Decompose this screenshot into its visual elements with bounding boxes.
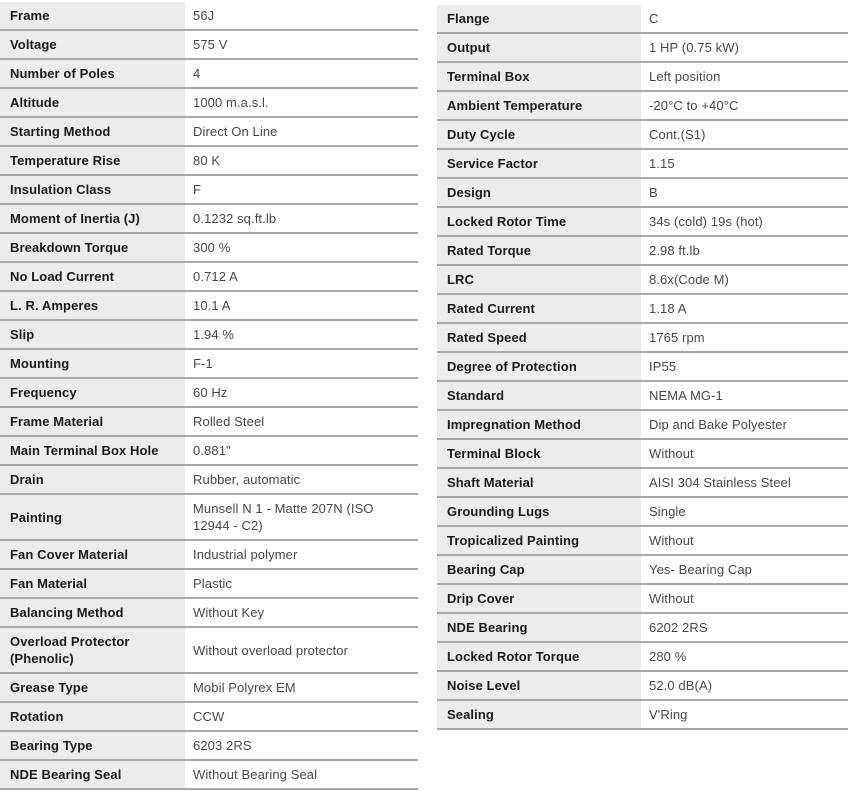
- spec-row: [437, 353, 848, 382]
- spec-value: NEMA MG-1: [649, 388, 723, 403]
- spec-value: 60 Hz: [193, 385, 228, 400]
- spec-row: [437, 411, 848, 440]
- spec-value: 80 K: [193, 153, 221, 168]
- spec-row: [437, 585, 848, 614]
- spec-label: Fan Cover Material: [0, 541, 185, 568]
- spec-value: AISI 304 Stainless Steel: [649, 475, 791, 490]
- spec-label: Rotation: [0, 703, 185, 730]
- spec-row: [437, 179, 848, 208]
- spec-label: Rated Speed: [437, 324, 641, 351]
- spec-value: Without: [649, 446, 694, 461]
- spec-row: [0, 408, 418, 437]
- spec-row: [437, 643, 848, 672]
- spec-value: Left position: [649, 69, 721, 84]
- spec-value: Munsell N 1 - Matte 207N (ISO 12944 - C2): [193, 501, 374, 533]
- spec-value: 1.18 A: [649, 301, 687, 316]
- spec-value: 1000 m.a.s.l.: [193, 95, 269, 110]
- spec-row: [437, 121, 848, 150]
- spec-value: 10.1 A: [193, 298, 231, 313]
- spec-row: [0, 89, 418, 118]
- spec-value: 34s (cold) 19s (hot): [649, 214, 763, 229]
- spec-label: Main Terminal Box Hole: [0, 437, 185, 464]
- spec-row: [437, 5, 848, 34]
- spec-label: Temperature Rise: [0, 147, 185, 174]
- spec-label: Tropicalized Painting: [437, 527, 641, 554]
- spec-value: Yes- Bearing Cap: [649, 562, 753, 577]
- spec-label: Drip Cover: [437, 585, 641, 612]
- spec-value: 280 %: [649, 649, 687, 664]
- spec-value: 52.0 dB(A): [649, 678, 713, 693]
- spec-row: [437, 614, 848, 643]
- spec-label: Noise Level: [437, 672, 641, 699]
- spec-row: [0, 599, 418, 628]
- spec-row: [0, 118, 418, 147]
- spec-label: Standard: [437, 382, 641, 409]
- spec-table-left: [0, 2, 418, 790]
- spec-value: 6203 2RS: [193, 738, 252, 753]
- spec-row: [0, 628, 418, 674]
- spec-value: Without overload protector: [193, 642, 349, 658]
- spec-label: Slip: [0, 321, 185, 348]
- spec-label: Frequency: [0, 379, 185, 406]
- spec-row: [0, 732, 418, 761]
- spec-row: [0, 234, 418, 263]
- spec-row: [437, 469, 848, 498]
- spec-value: Without: [649, 533, 694, 548]
- spec-label: Grease Type: [0, 674, 185, 701]
- spec-label: LRC: [437, 266, 641, 293]
- spec-row: [437, 92, 848, 121]
- spec-value: 6202 2RS: [649, 620, 708, 635]
- spec-label: Rated Current: [437, 295, 641, 322]
- spec-value: Plastic: [193, 576, 232, 591]
- spec-value: 0.1232 sq.ft.lb: [193, 211, 277, 226]
- spec-table-right: [437, 5, 848, 730]
- spec-value: -20°C to +40°C: [649, 98, 739, 113]
- spec-value: F-1: [193, 356, 213, 371]
- spec-label: Output: [437, 34, 641, 61]
- spec-row: [0, 703, 418, 732]
- spec-row: [0, 292, 418, 321]
- spec-label: Degree of Protection: [437, 353, 641, 380]
- spec-label: Sealing: [437, 701, 641, 728]
- spec-label: Terminal Block: [437, 440, 641, 467]
- spec-value: 1765 rpm: [649, 330, 705, 345]
- spec-label: Impregnation Method: [437, 411, 641, 438]
- spec-row: [0, 379, 418, 408]
- spec-value: Direct On Line: [193, 124, 278, 139]
- spec-label: Insulation Class: [0, 176, 185, 203]
- spec-value: Dip and Bake Polyester: [649, 417, 788, 432]
- spec-label: Fan Material: [0, 570, 185, 597]
- spec-row: [437, 150, 848, 179]
- spec-label: Overload Protector (Phenolic): [0, 628, 185, 672]
- spec-row: [0, 263, 418, 292]
- spec-label: Bearing Type: [0, 732, 185, 759]
- spec-row: [437, 324, 848, 353]
- spec-value: 1.94 %: [193, 327, 235, 342]
- spec-row: [0, 466, 418, 495]
- spec-label: Breakdown Torque: [0, 234, 185, 261]
- spec-value: F: [193, 182, 202, 197]
- spec-label: Design: [437, 179, 641, 206]
- spec-row: [437, 63, 848, 92]
- spec-label: Shaft Material: [437, 469, 641, 496]
- spec-label: L. R. Amperes: [0, 292, 185, 319]
- spec-row: [437, 701, 848, 730]
- spec-value: V'Ring: [649, 707, 688, 722]
- spec-value: 0.712 A: [193, 269, 238, 284]
- spec-row: [0, 350, 418, 379]
- spec-value: Without: [649, 591, 694, 606]
- spec-row: [437, 498, 848, 527]
- spec-value: 56J: [193, 8, 215, 23]
- spec-label: Mounting: [0, 350, 185, 377]
- spec-row: [0, 570, 418, 599]
- spec-row: [437, 382, 848, 411]
- spec-label: Frame: [0, 2, 185, 29]
- spec-row: [0, 147, 418, 176]
- spec-value: Without Key: [193, 605, 265, 620]
- spec-label: Locked Rotor Torque: [437, 643, 641, 670]
- spec-value: 0.881": [193, 443, 231, 458]
- spec-label: Frame Material: [0, 408, 185, 435]
- spec-label: NDE Bearing Seal: [0, 761, 185, 788]
- spec-value: Single: [649, 504, 686, 519]
- spec-label: Drain: [0, 466, 185, 493]
- spec-label: Rated Torque: [437, 237, 641, 264]
- spec-label: Ambient Temperature: [437, 92, 641, 119]
- spec-label: Painting: [0, 495, 185, 539]
- spec-label: Bearing Cap: [437, 556, 641, 583]
- spec-row: [0, 31, 418, 60]
- spec-label: Grounding Lugs: [437, 498, 641, 525]
- spec-row: [437, 295, 848, 324]
- spec-value: C: [649, 11, 659, 26]
- spec-label: Starting Method: [0, 118, 185, 145]
- spec-row: [437, 527, 848, 556]
- spec-row: [437, 237, 848, 266]
- spec-value: 1 HP (0.75 kW): [649, 40, 740, 55]
- spec-row: [0, 60, 418, 89]
- spec-value: 575 V: [193, 37, 228, 52]
- spec-row: [437, 208, 848, 237]
- spec-value: Rolled Steel: [193, 414, 265, 429]
- spec-label: Moment of Inertia (J): [0, 205, 185, 232]
- spec-label: Altitude: [0, 89, 185, 116]
- spec-label: Number of Poles: [0, 60, 185, 87]
- spec-row: [0, 437, 418, 466]
- spec-value: Cont.(S1): [649, 127, 706, 142]
- spec-row: [0, 541, 418, 570]
- spec-row: [0, 321, 418, 350]
- spec-row: [437, 672, 848, 701]
- spec-label: No Load Current: [0, 263, 185, 290]
- spec-value: 2.98 ft.lb: [649, 243, 700, 258]
- spec-value: Mobil Polyrex EM: [193, 680, 296, 695]
- spec-label: Terminal Box: [437, 63, 641, 90]
- spec-row: [437, 440, 848, 469]
- spec-value: IP55: [649, 359, 677, 374]
- spec-value: 1.15: [649, 156, 675, 171]
- spec-label: NDE Bearing: [437, 614, 641, 641]
- spec-value: Without Bearing Seal: [193, 767, 318, 782]
- spec-value: 8.6x(Code M): [649, 272, 729, 287]
- spec-value: Rubber, automatic: [193, 472, 301, 487]
- spec-label: Flange: [437, 5, 641, 32]
- spec-value: CCW: [193, 709, 225, 724]
- spec-row: [0, 205, 418, 234]
- spec-label: Duty Cycle: [437, 121, 641, 148]
- spec-row: [0, 761, 418, 790]
- spec-row: [0, 2, 418, 31]
- spec-row: [437, 556, 848, 585]
- spec-row: [437, 34, 848, 63]
- spec-value: 4: [193, 66, 201, 81]
- spec-row: [0, 495, 418, 541]
- spec-label: Service Factor: [437, 150, 641, 177]
- spec-row: [0, 674, 418, 703]
- spec-row: [437, 266, 848, 295]
- spec-label: Voltage: [0, 31, 185, 58]
- spec-value: B: [649, 185, 658, 200]
- spec-value: 300 %: [193, 240, 231, 255]
- spec-label: Balancing Method: [0, 599, 185, 626]
- spec-label: Locked Rotor Time: [437, 208, 641, 235]
- spec-row: [0, 176, 418, 205]
- spec-value: Industrial polymer: [193, 547, 298, 562]
